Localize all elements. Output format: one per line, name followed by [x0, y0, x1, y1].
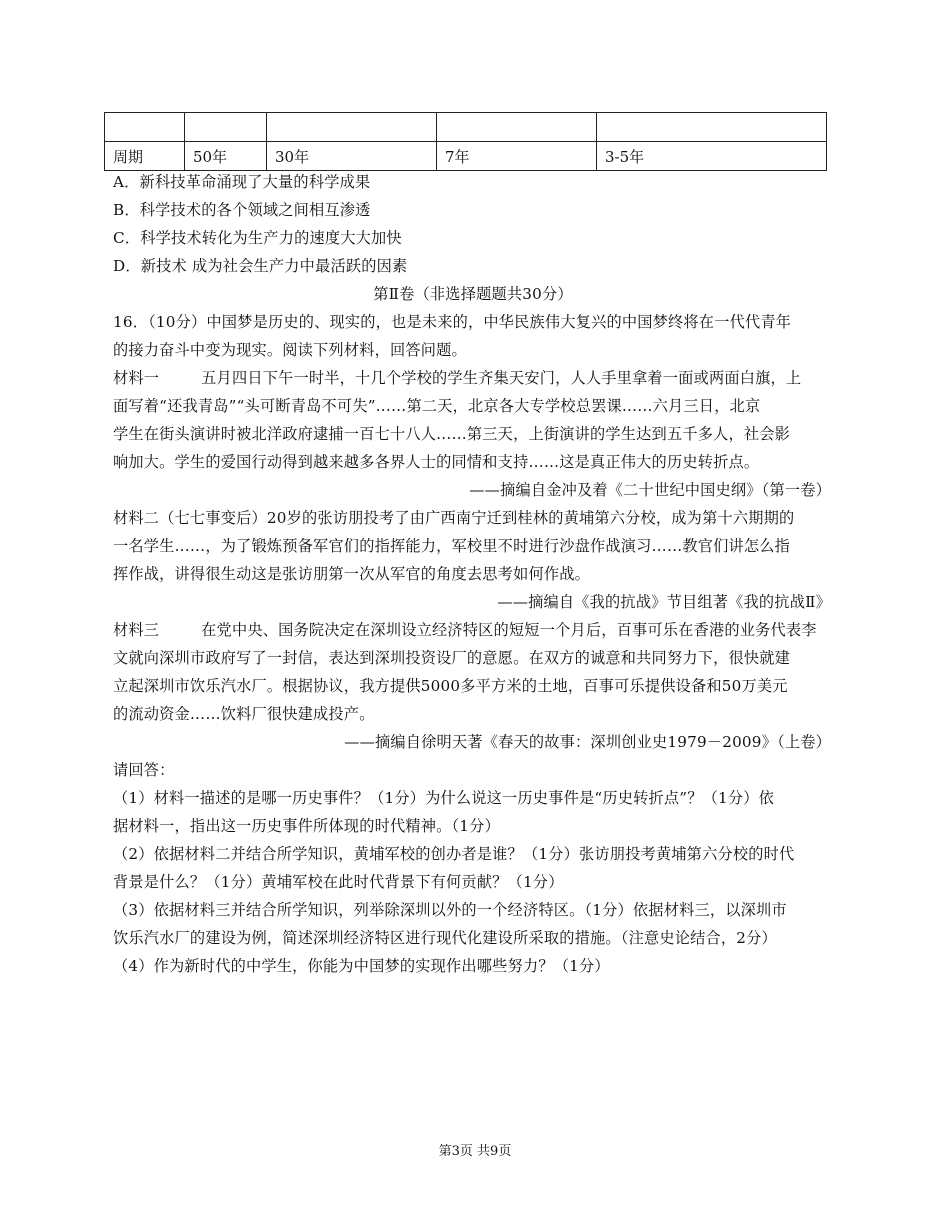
sub-question-3: （3）依据材料三并结合所学知识，列举除深圳以外的一个经济特区。（1分）依据材料三，以深圳市 — [113, 901, 787, 919]
material-one-text: 学生在街头演讲时被北洋政府逮捕一百七十八人……第三天，上街演讲的学生达到五千多人，社会影 — [113, 425, 791, 443]
sub-question-2: 背景是什么？（1分）黄埔军校在此时代背景下有何贡献？（1分） — [113, 873, 564, 891]
material-three-text: 在党中央、国务院决定在深圳设立经济特区的短短一个月后，百事可乐在香港的业务代表李 — [201, 621, 817, 639]
material-two-source: ——摘编自《我的抗战》节目组著《我的抗战Ⅱ》 — [497, 593, 831, 611]
sub-question-1: （1）材料一描述的是哪一历史事件？（1分）为什么说这一历史事件是“历史转折点”？（1分）依 — [113, 789, 775, 807]
material-three-text: 文就向深圳市政府写了一封信，表达到深圳投资设厂的意愿。在双方的诚意和共同努力下，很快就建 — [113, 649, 791, 667]
material-one-text: 响加大。学生的爱国行动得到越来越多各界人士的同情和支持……这是真正伟大的历史转折点。 — [113, 453, 760, 471]
sub-question-3: 饮乐汽水厂的建设为例，简述深圳经济特区进行现代化建设所采取的措施。（注意史论结合，2分） — [113, 929, 777, 947]
table-cell — [105, 113, 185, 142]
table-cell — [267, 113, 437, 142]
option-c: C．科学技术转化为生产力的速度大大加快 — [113, 229, 402, 247]
material-one-label: 材料一 — [113, 369, 160, 387]
material-three-source: ——摘编自徐明天著《春天的故事：深圳创业史1979－2009》（上卷） — [344, 733, 831, 751]
table-row — [105, 142, 827, 171]
answer-prompt: 请回答： — [113, 761, 175, 779]
option-d: D．新技术 成为社会生产力中最活跃的因素 — [113, 257, 408, 275]
table-cell: 30年 — [267, 142, 437, 171]
material-two-text: 一名学生……，为了锻炼预备军官们的指挥能力，军校里不时进行沙盘作战演习……教官们讲怎么指 — [113, 537, 791, 555]
table-cell: 7年 — [437, 142, 597, 171]
option-b: B．科学技术的各个领域之间相互渗透 — [113, 201, 371, 219]
table-cell — [437, 113, 597, 142]
material-one-source: ——摘编自金冲及着《二十世纪中国史纲》（第一卷） — [469, 481, 831, 499]
sub-question-4: （4）作为新时代的中学生，你能为中国梦的实现作出哪些努力？（1分） — [113, 957, 610, 975]
table-cell — [597, 113, 827, 142]
question-intro: 16．（10分）中国梦是历史的、现实的，也是未来的，中华民族伟大复兴的中国梦终将在一代代青年 — [113, 313, 792, 331]
section-title: 第Ⅱ卷（非选择题题共30分） — [373, 285, 573, 303]
table-cell — [185, 113, 267, 142]
material-three-label: 材料三 — [113, 621, 160, 639]
table-row — [105, 113, 827, 142]
material-two-text: 材料二（七七事变后）20岁的张访朋投考了由广西南宁迁到桂林的黄埔第六分校，成为第十六期期的 — [113, 509, 795, 527]
question-intro: 的接力奋斗中变为现实。阅读下列材料，回答问题。 — [113, 341, 467, 359]
material-one-line — [113, 368, 833, 388]
page-footer: 第3页 共9页 — [438, 1144, 512, 1159]
material-two-text: 挥作战，讲得很生动这是张访朋第一次从军官的角度去思考如何作战。 — [113, 565, 591, 583]
material-three-line — [113, 620, 833, 640]
table-cell: 周期 — [105, 142, 185, 171]
material-three-text: 的流动资金……饮料厂很快建成投产。 — [113, 705, 375, 723]
material-three-text: 立起深圳市饮乐汽水厂。根据协议，我方提供5000多平方米的土地，百事可乐提供设备和50万美元 — [113, 677, 788, 695]
sub-question-2: （2）依据材料二并结合所学知识，黄埔军校的创办者是谁？（1分）张访朋投考黄埔第六分校的时代 — [113, 845, 795, 863]
table-cell: 50年 — [185, 142, 267, 171]
innovation-cycle-table — [104, 112, 827, 171]
material-one-text: 面写着“还我青岛”“头可断青岛不可失”……第二天，北京各大专学校总罢课……六月三日，北京 — [113, 397, 761, 415]
table-cell: 3-5年 — [597, 142, 827, 171]
option-a: A．新科技革命涌现了大量的科学成果 — [113, 173, 371, 191]
sub-question-1: 据材料一，指出这一历史事件所体现的时代精神。（1分） — [113, 817, 500, 835]
material-one-text: 五月四日下午一时半，十几个学校的学生齐集天安门，人人手里拿着一面或两面白旗，上 — [201, 369, 802, 387]
